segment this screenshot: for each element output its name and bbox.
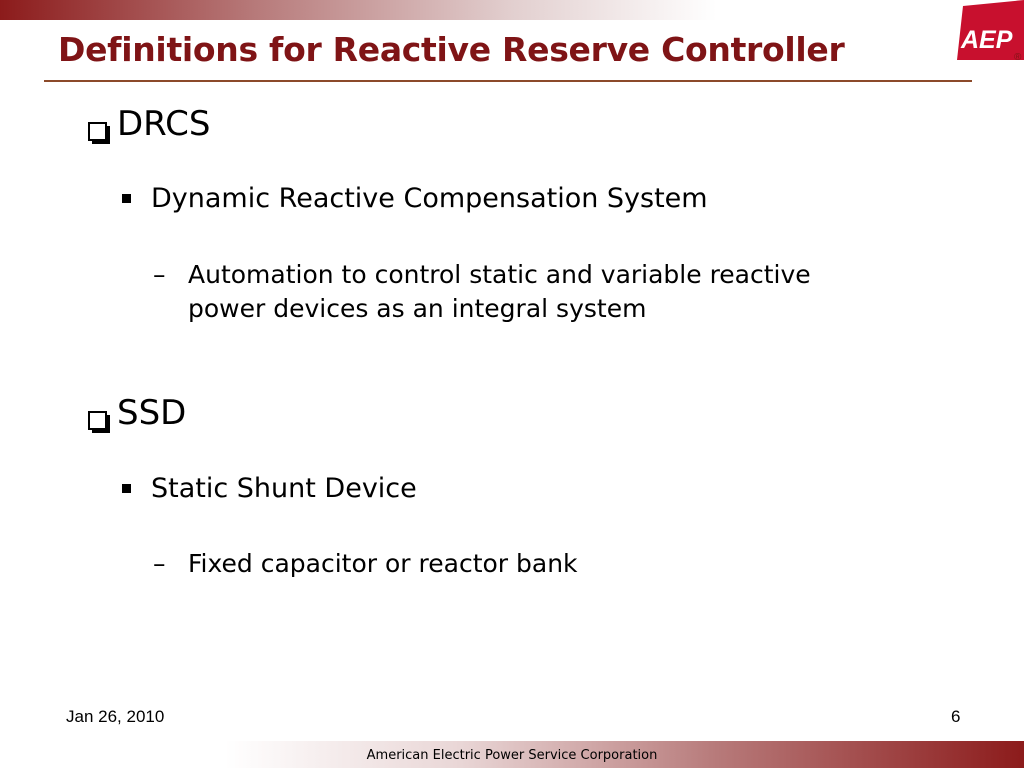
section-subheading-label: Dynamic Reactive Compensation System — [151, 183, 708, 214]
section-detail-label: Fixed capacitor or reactor bank — [188, 549, 578, 578]
section-detail-label: Automation to control static and variable reactive power devices as an integral system — [188, 260, 811, 323]
footer-company-name: American Electric Power Service Corporation — [366, 748, 658, 763]
dash-bullet-icon: – — [153, 549, 166, 578]
square-bullet-icon — [122, 194, 131, 203]
footer-date: Jan 26, 2010 — [66, 707, 165, 726]
section-heading-label: SSD — [117, 393, 187, 433]
logo-text: AEP — [961, 26, 1013, 54]
slide-title: Definitions for Reactive Reserve Controller — [58, 30, 845, 69]
section-subheading-ssd — [122, 473, 417, 504]
top-gradient-band — [0, 0, 1024, 20]
section-subheading-label: Static Shunt Device — [151, 473, 417, 504]
dash-bullet-icon: – — [153, 260, 166, 289]
square-bullet-icon — [122, 484, 131, 493]
logo-registered-mark: ® — [1014, 52, 1022, 63]
section-heading-drcs — [88, 104, 210, 144]
footer-page-number: 6 — [951, 707, 961, 726]
section-detail-ssd — [153, 547, 853, 581]
title-divider — [44, 80, 972, 82]
section-heading-label: DRCS — [117, 104, 211, 144]
section-heading-ssd — [88, 393, 186, 433]
checkbox-icon — [88, 403, 111, 426]
checkbox-icon — [88, 114, 111, 137]
aep-logo — [955, 0, 1024, 70]
section-subheading-drcs — [122, 183, 708, 214]
section-detail-drcs — [153, 258, 853, 326]
